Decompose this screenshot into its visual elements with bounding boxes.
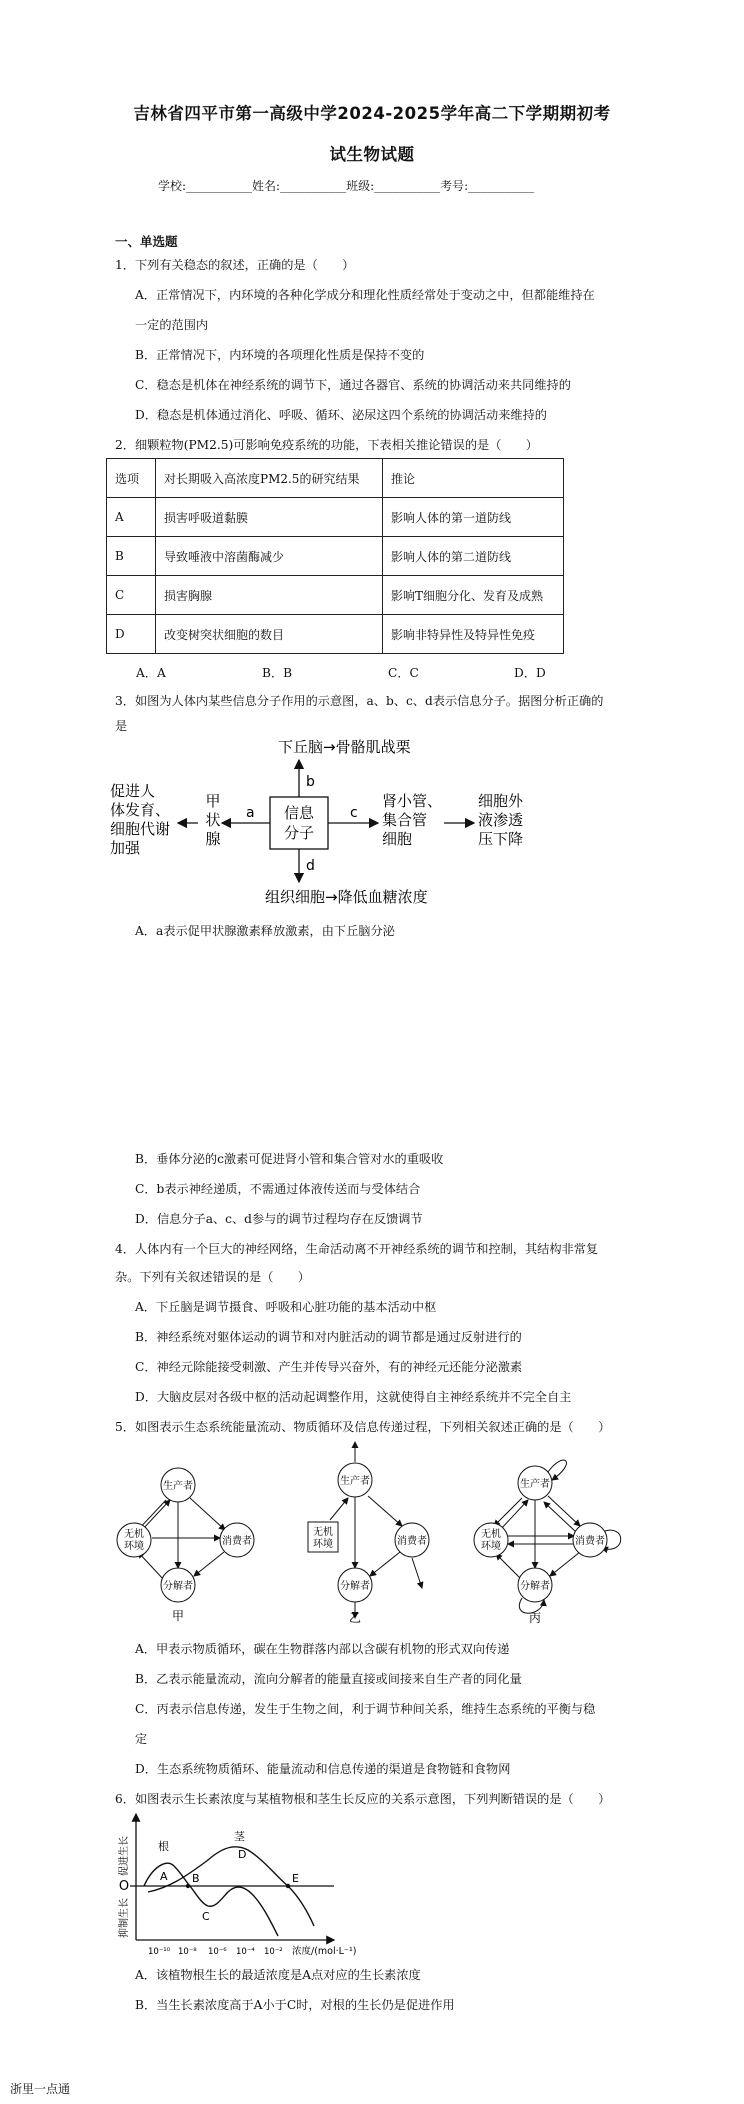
- q1-option-c: C．稳态是机体在神经系统的调节下，通过各器官、系统的协调活动来共同维持的: [135, 378, 571, 392]
- arrow: [194, 1552, 224, 1576]
- page-subtitle: 试生物试题: [329, 145, 415, 164]
- arrow: [496, 1554, 522, 1580]
- q1-option-d: D．稳态是机体通过消化、呼吸、循环、泌尿这四个系统的协调活动来维持的: [135, 408, 547, 422]
- table-row: [107, 537, 564, 576]
- table-cell: 导致唾液中溶菌酶减少: [156, 537, 383, 576]
- q1-option-b: B．正常情况下，内环境的各项理化性质是保持不变的: [135, 348, 425, 362]
- q4-stem-cont: 杂。下列有关叙述错误的是（ ）: [115, 1270, 310, 1284]
- q4-option-c: C．神经元除能接受刺激、产生并传导兴奋外，有的神经元还能分泌激素: [135, 1360, 523, 1374]
- table-header-cell: 选项: [107, 459, 156, 498]
- table-cell: D: [107, 615, 156, 654]
- decomposer-label: 分解者: [163, 1581, 193, 1592]
- arrow: [412, 1558, 422, 1588]
- q2-stem: 2．细颗粒物(PM2.5)可影响免疫系统的功能，下表相关推论错误的是（ ）: [115, 438, 538, 452]
- q4-option-d: D．大脑皮层对各级中枢的活动起调整作用，这就使得自主神经系统并不完全自主: [135, 1390, 572, 1404]
- point-e: [286, 1884, 290, 1888]
- y-label-promote: 促进生长: [119, 1836, 130, 1876]
- table-cell: 影响T细胞分化、发育及成熟: [383, 576, 564, 615]
- label-b: b: [306, 774, 315, 790]
- footer-watermark: 浙里一点通: [10, 2082, 71, 2096]
- q3-option-a: A．a表示促甲状腺激素释放激素，由下丘脑分泌: [135, 924, 395, 938]
- producer-label: 生产者: [340, 1476, 370, 1487]
- origin-label: O: [118, 1879, 130, 1894]
- consumer-label: 消费者: [397, 1536, 427, 1547]
- q6-option-a: A．该植物根生长的最适浓度是A点对应的生长素浓度: [135, 1968, 421, 1982]
- page-title: 吉林省四平市第一高级中学2024-2025学年高二下学期期初考: [133, 104, 611, 123]
- q5-option-a: A．甲表示物质循环，碳在生物群落内部以含碳有机物的形式双向传递: [135, 1642, 510, 1656]
- ecosystem-diagrams: [112, 1440, 652, 1625]
- q5-option-b: B．乙表示能量流动，流向分解者的能量直接或间接来自生产者的同化量: [135, 1672, 522, 1686]
- q3-stem: 3．如图为人体内某些信息分子作用的示意图，a、b、c、d表示信息分子。据图分析正确的: [115, 694, 604, 708]
- arrow: [550, 1552, 580, 1576]
- table-row: [107, 576, 564, 615]
- environment-label-1: 无机: [481, 1529, 501, 1540]
- arrow: [370, 1552, 400, 1576]
- table-header-cell: 对长期吸入高浓度PM2.5的研究结果: [156, 459, 383, 498]
- q5-stem: 5．如图表示生态系统能量流动、物质循环及信息传递过程，下列相关叙述正确的是（ ）: [115, 1420, 611, 1434]
- x-axis-label: 浓度/(mol·L⁻¹): [292, 1946, 357, 1957]
- producer-label: 生产者: [520, 1479, 550, 1490]
- table-cell: B: [107, 537, 156, 576]
- environment-label-1: 无机: [313, 1527, 333, 1538]
- decomposer-label: 分解者: [340, 1581, 370, 1592]
- environment-label-2: 环境: [313, 1539, 333, 1550]
- point-d-label: D: [238, 1848, 247, 1861]
- point-c-label: C: [202, 1910, 210, 1923]
- diagram-yi: [308, 1442, 429, 1625]
- signal-molecule-diagram: [110, 732, 560, 907]
- right-organ-2: 集合管: [382, 811, 428, 829]
- table-cell: 损害胸腺: [156, 576, 383, 615]
- table-cell: 损害呼吸道黏膜: [156, 498, 383, 537]
- center-label-1: 信息: [283, 804, 315, 822]
- right-effect-1: 细胞外: [478, 792, 524, 810]
- q3-option-d: D．信息分子a、c、d参与的调节过程均存在反馈调节: [135, 1212, 423, 1226]
- right-organ-3: 细胞: [382, 830, 413, 848]
- label-a: a: [246, 805, 255, 821]
- diagram-bing: [474, 1460, 621, 1625]
- auxin-response-graph: [112, 1808, 412, 1958]
- table-cell: 影响人体的第二道防线: [383, 537, 564, 576]
- left-effect-2: 体发育、: [110, 801, 171, 819]
- center-label-2: 分子: [283, 824, 315, 842]
- q5-option-c-cont: 定: [135, 1732, 148, 1746]
- decomposer-label: 分解者: [520, 1581, 550, 1592]
- consumer-label: 消费者: [575, 1536, 605, 1547]
- q3-option-c: C．b表示神经递质，不需通过体液传送而与受体结合: [135, 1182, 421, 1196]
- left-effect-4: 加强: [110, 839, 141, 857]
- environment-label-1: 无机: [124, 1529, 144, 1540]
- right-organ-1: 肾小管、: [382, 792, 443, 810]
- q1-option-a: A．正常情况下，内环境的各种化学成分和理化性质经常处于变动之中，但都能维持在: [135, 288, 595, 302]
- q2-options: [136, 664, 640, 681]
- q2-option-a: A．A: [136, 666, 166, 680]
- x-tick: 10⁻²: [264, 1947, 283, 1957]
- producer-label: 生产者: [163, 1481, 193, 1492]
- q4-stem: 4．人体内有一个巨大的神经网络，生命活动离不开神经系统的调节和控制，其结构非常复: [115, 1242, 599, 1256]
- student-info-fields: 学校:___________姓名:___________班级:___________考号:___________: [158, 179, 535, 193]
- q4-option-b: B．神经系统对躯体运动的调节和对内脏活动的调节都是通过反射进行的: [135, 1330, 522, 1344]
- pm25-table: [106, 458, 564, 654]
- x-tick: 10⁻¹⁰: [148, 1947, 171, 1957]
- table-cell: 影响非特异性及特异性免疫: [383, 615, 564, 654]
- q1-option-a-cont: 一定的范围内: [135, 318, 209, 332]
- left-effect-1: 促进人: [110, 782, 156, 800]
- arrow: [330, 1498, 348, 1520]
- table-cell: 影响人体的第一道防线: [383, 498, 564, 537]
- q6-stem: 6．如图表示生长素浓度与某植物根和茎生长反应的关系示意图，下列判断错误的是（ ）: [115, 1792, 611, 1806]
- q4-option-a: A．下丘脑是调节摄食、呼吸和心脏功能的基本活动中枢: [135, 1300, 437, 1314]
- arrow: [142, 1500, 170, 1530]
- q2-option-c: C．C: [388, 666, 419, 680]
- diagram-jia: [117, 1468, 254, 1623]
- arrow: [500, 1500, 528, 1530]
- arrow: [190, 1498, 225, 1530]
- consumer-label: 消费者: [222, 1536, 252, 1547]
- q1-stem: 1．下列有关稳态的叙述，正确的是（ ）: [115, 258, 355, 272]
- left-organ-3: 腺: [205, 830, 221, 848]
- right-effect-2: 液渗透: [478, 811, 524, 829]
- q2-option-b: B．B: [262, 666, 293, 680]
- table-header-row: [107, 459, 564, 498]
- left-effect-3: 细胞代谢: [110, 820, 171, 838]
- caption-bing: 丙: [528, 1611, 542, 1625]
- environment-label-2: 环境: [481, 1541, 501, 1552]
- caption-yi: 乙: [348, 1611, 362, 1625]
- y-label-inhibit: 抑制生长: [119, 1898, 130, 1938]
- x-tick: 10⁻⁸: [178, 1947, 197, 1957]
- x-tick: 10⁻⁴: [236, 1947, 255, 1957]
- left-organ-2: 状: [205, 811, 221, 829]
- point-a-label: A: [160, 1870, 168, 1883]
- top-pathway: 下丘脑→骨骼肌战栗: [278, 738, 411, 756]
- table-row: [107, 615, 564, 654]
- stem-label: 茎: [234, 1830, 245, 1843]
- arrow: [544, 1502, 576, 1532]
- point-b: [186, 1884, 190, 1888]
- table-cell: 改变树突状细胞的数目: [156, 615, 383, 654]
- q3-option-b: B．垂体分泌的c激素可促进肾小管和集合管对水的重吸收: [135, 1152, 444, 1166]
- point-b-label: B: [192, 1872, 200, 1885]
- arrow: [548, 1496, 580, 1526]
- arrow: [138, 1552, 164, 1580]
- q2-option-d: D．D: [514, 666, 546, 680]
- label-c: c: [350, 805, 358, 821]
- q3-stem-cont: 是: [115, 719, 128, 733]
- q5-option-d: D．生态系统物质循环、能量流动和信息传递的渠道是食物链和食物网: [135, 1762, 511, 1776]
- root-label: 根: [158, 1840, 169, 1853]
- caption-jia: 甲: [171, 1609, 185, 1623]
- table-row: [107, 498, 564, 537]
- environment-label-2: 环境: [124, 1541, 144, 1552]
- table-cell: A: [107, 498, 156, 537]
- q6-option-b: B．当生长素浓度高于A小于C时，对根的生长仍是促进作用: [135, 1998, 455, 2012]
- right-effect-3: 压下降: [478, 830, 524, 848]
- table-header-cell: 推论: [383, 459, 564, 498]
- q5-option-c: C．丙表示信息传递，发生于生物之间，利于调节种间关系，维持生态系统的平衡与稳: [135, 1702, 596, 1716]
- section-heading: 一、单选题: [115, 234, 178, 249]
- x-tick: 10⁻⁶: [208, 1947, 227, 1957]
- label-d: d: [306, 858, 315, 874]
- left-organ-1: 甲: [205, 792, 221, 810]
- arrow: [368, 1496, 402, 1526]
- point-e-label: E: [292, 1872, 299, 1885]
- table-cell: C: [107, 576, 156, 615]
- bottom-pathway: 组织细胞→降低血糖浓度: [265, 888, 428, 906]
